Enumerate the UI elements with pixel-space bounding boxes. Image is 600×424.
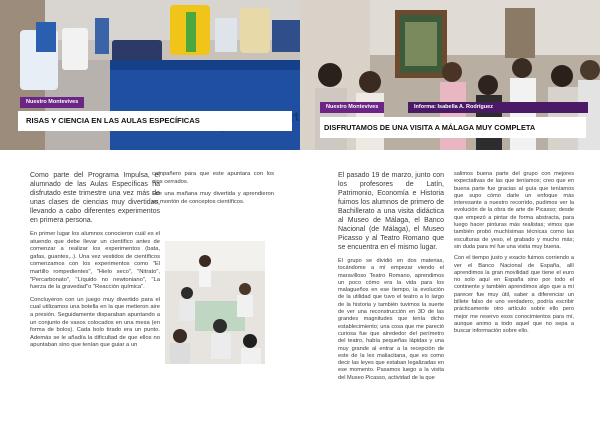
section-tag: Nuestro Montevives — [320, 102, 384, 113]
article-title: DISFRUTAMOS DE UNA VISITA A MÁLAGA MUY COMPLETA — [320, 117, 586, 138]
intro-paragraph: Como parte del Programa Impulsa, el alumnado de las Aulas Específicas ha disfrutado este trimestre una vez más de unas clases de ciencias muy divertidas, llevando a cabo diferentes experimentos en primera persona. — [30, 172, 160, 224]
students-photo — [165, 241, 265, 364]
paragraph: salimos buena parte del grupo con mejores expectativas de las que teníamos; creo que en buena parte fue gracias al guía que teníamos que supo cómo darle un enfoque más interesante a nuestro recorrido, pudimos ver la evolución de la obra de arte de Picasso; desde que empezó a pintar de forma abstracta, para luego hacer pinturas más realistas; vimos que también probó muchísimas técnicas como las esculturas de yeso, el grabado y mucho más; sin duda para mí fue una visita muy buena. — [454, 171, 574, 250]
section-tag: Nuestro Montevives — [20, 97, 84, 108]
left-column-2 — [152, 171, 274, 211]
paragraph: Con el tiempo justo y exacto fuimos corriendo a ver el Banco Nacional de España, allí aprendimos la gran movilidad que tiene el euro no solo aquí en España sino por todo el continente y también aprendimos algo que a mí parecer fue muy útil, saber a diferenciar un billete falso de uno verdadero, podría escribir prácticamente otro artículo sobre ello pero mejor me reservo esos conocimientos para mí, aunque animo a todo aquel que no sepa a buscar información sobre ello. — [454, 255, 574, 335]
right-column-2 — [454, 171, 574, 340]
article-title: RISAS Y CIENCIA EN LAS AULAS ESPECÍFICAS — [18, 111, 292, 131]
paragraph: Fue una mañana muy divertida y aprendieron un montón de conceptos científicos. — [152, 191, 274, 205]
banner-text: Divertidas — [261, 105, 326, 129]
intro-paragraph: El pasado 19 de marzo, junto con los profesores de Latín, Patrimonio, Economía e Historia fuimos los alumnos de primero de Bachillerato a una visita didáctica al Museo de Málaga, el Banco Nacional (de Málaga), el Museo Picasso y al Teatro Romano que se encuentra en el mismo lugar. — [338, 172, 444, 251]
author-tag: Informa: Isabella A. Rodríguez — [408, 102, 588, 113]
right-page — [300, 0, 600, 424]
paragraph: compañero para que este apuntara con los ojos cerrados. — [152, 171, 274, 185]
left-column-1 — [30, 171, 160, 355]
paragraph: Concluyeron con un juego muy divertido para el cual utilizamos una botella en la que metieron aire a presión. Seguidamente disparaban apuntando a un conjunto de vasos colocados en una mesa (en forma de bolos). Cada bolo tirado era un punto. Además se le añadía la dificultad de que ellos no apuntaban sino que tenían que guiar a un — [30, 296, 160, 349]
paragraph: El grupo se dividió en dos materias, tocándome a mí empezar viendo el maravilloso Teatro Romano, aprendimos un poco cómo era la vida para los malagueños en ese tiempo, la evolución de la utilidad que tuvo el teatro a lo largo de la historia y también tuvimos la suerte de ver una reconstrucción en 3D de las grandes magnitudes que tenía dicho establecimiento; una cosa que me pareció curiosa fue que alrededor del perímetro del teatro, había pequeñas lápidas y una muy grande al entrar a la recepción de este de la lex maliacitana, que es como decir las leyes que estaban legalizadas en ese momento. Pasamos luego a la visita del Museo Picasso, actividad de la que — [338, 258, 444, 381]
paragraph: En primer lugar los alumnos conocieron cuál es el atuendo que debe llevar un científico antes de comenzar a realizar los experimentos (bata, gafas, guantes,..). Una vez vestidos de científicos comenzamos con los experimentos como "El martillo rompedientes", "Hielo seco", "Nitrato", "Percarbonato", "Líquido no newtoniano", "La fuerza de la gravedad"o "Reacción química". — [30, 231, 160, 291]
right-column-1 — [338, 171, 444, 386]
